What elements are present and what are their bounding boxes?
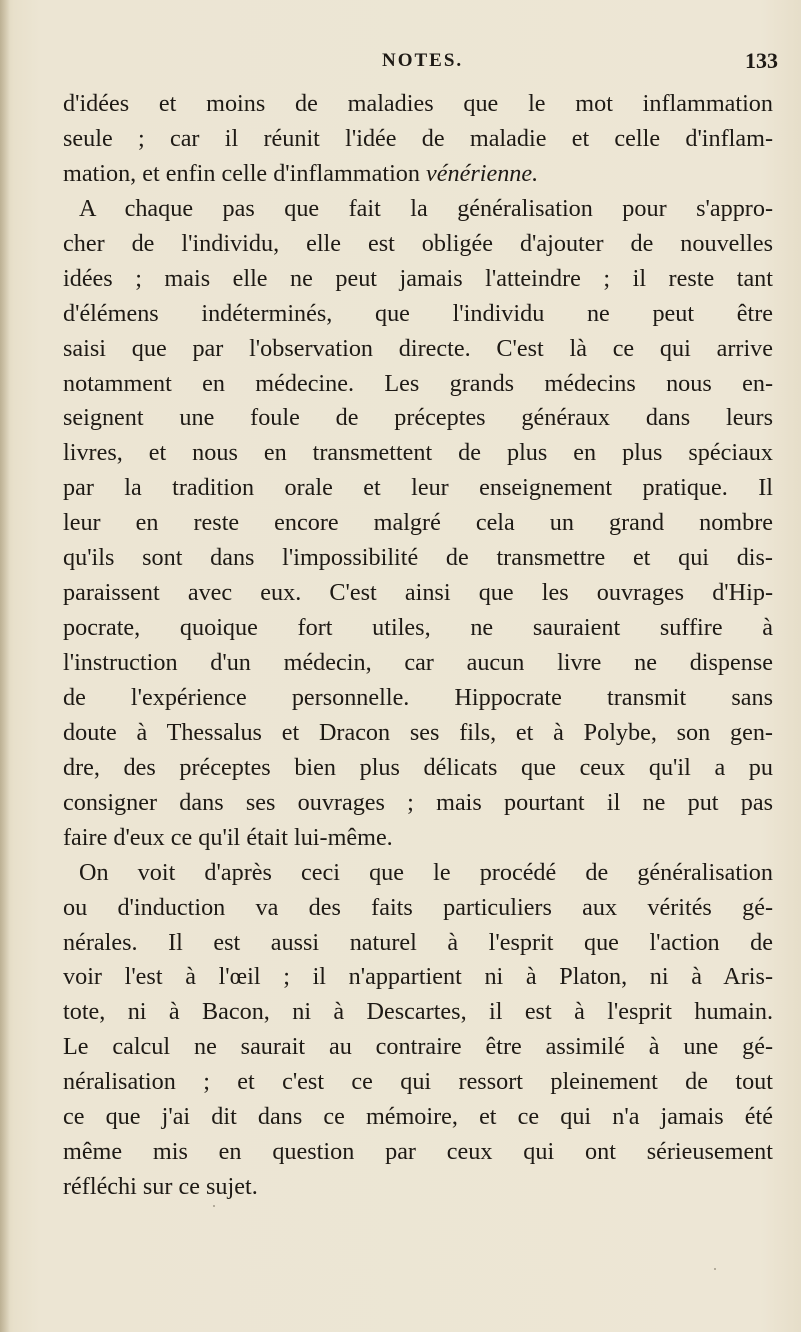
- text-line: de l'expérience personnelle. Hippocrate transmit sans: [63, 683, 773, 711]
- text-line: seignent une foule de préceptes généraux dans leurs: [63, 404, 773, 432]
- paragraph-end-line: faire d'eux ce qu'il était lui-même.: [63, 823, 393, 851]
- italic-word: vénérienne.: [426, 159, 539, 187]
- text-line: par la tradition orale et leur enseignement pratique. Il: [63, 474, 773, 502]
- text-line: l'instruction d'un médecin, car aucun livre ne dispense: [63, 649, 773, 676]
- text-line: idées ; mais elle ne peut jamais l'atteindre ; il reste tant: [63, 264, 773, 292]
- text-line: néralisation ; et c'est ce qui ressort pleinement de tout: [63, 1068, 773, 1096]
- text-line: livres, et nous en transmettent de plus en plus spéciaux: [63, 439, 773, 467]
- text-line: voir l'est à l'œil ; il n'appartient ni à Platon, ni à Aris-: [63, 963, 773, 991]
- text-line: pocrate, quoique fort utiles, ne sauraient suffire à: [63, 614, 773, 642]
- running-head: NOTES.: [382, 50, 464, 71]
- text-fragment: mation, et enfin celle d'inflammation: [63, 159, 427, 187]
- text-line: saisi que par l'observation directe. C'est là ce qui arrive: [63, 334, 773, 362]
- text-line: seule ; car il réunit l'idée de maladie et celle d'inflam-: [63, 124, 773, 152]
- text-line: [63, 157, 773, 192]
- paragraph-end-line: réfléchi sur ce sujet.: [63, 1173, 258, 1201]
- page-number: 133: [745, 48, 778, 73]
- paragraph-start-line: A chaque pas que fait la généralisation pour s'appro-: [79, 194, 773, 222]
- text-line: cher de l'individu, elle est obligée d'ajouter de nouvelles: [63, 229, 773, 257]
- page-header: [0, 50, 801, 80]
- text-line: d'élémens indéterminés, que l'individu ne peut être: [63, 299, 773, 327]
- text-line: tote, ni à Bacon, ni à Descartes, il est à l'esprit humain.: [63, 998, 773, 1026]
- text-line: notamment en médecine. Les grands médecins nous en-: [63, 369, 773, 397]
- text-line: paraissent avec eux. C'est ainsi que les ouvrages d'Hip-: [63, 579, 773, 607]
- paper-speck: [714, 1268, 716, 1270]
- text-line: ou d'induction va des faits particuliers aux vérités gé-: [63, 893, 773, 921]
- text-line: consigner dans ses ouvrages ; mais pourtant il ne put pas: [63, 788, 773, 816]
- paper-speck: [213, 1205, 215, 1207]
- text-line: leur en reste encore malgré cela un grand nombre: [63, 509, 773, 537]
- text-line: ce que j'ai dit dans ce mémoire, et ce qui n'a jamais été: [63, 1103, 773, 1131]
- text-line: même mis en question par ceux qui ont sérieusement: [63, 1138, 773, 1166]
- text-line: dre, des préceptes bien plus délicats que ceux qu'il a pu: [63, 753, 773, 781]
- paragraph-start-line: On voit d'après ceci que le procédé de généralisation: [79, 858, 773, 886]
- text-line: nérales. Il est aussi naturel à l'esprit que l'action de: [63, 928, 773, 956]
- gutter-shadow: [0, 0, 10, 1332]
- body-text: [63, 87, 773, 1205]
- text-line: doute à Thessalus et Dracon ses fils, et à Polybe, son gen-: [63, 718, 773, 746]
- text-line: d'idées et moins de maladies que le mot inflammation: [63, 90, 773, 117]
- text-line: qu'ils sont dans l'impossibilité de transmettre et qui dis-: [63, 544, 773, 572]
- text-line: Le calcul ne saurait au contraire être assimilé à une gé-: [63, 1033, 773, 1061]
